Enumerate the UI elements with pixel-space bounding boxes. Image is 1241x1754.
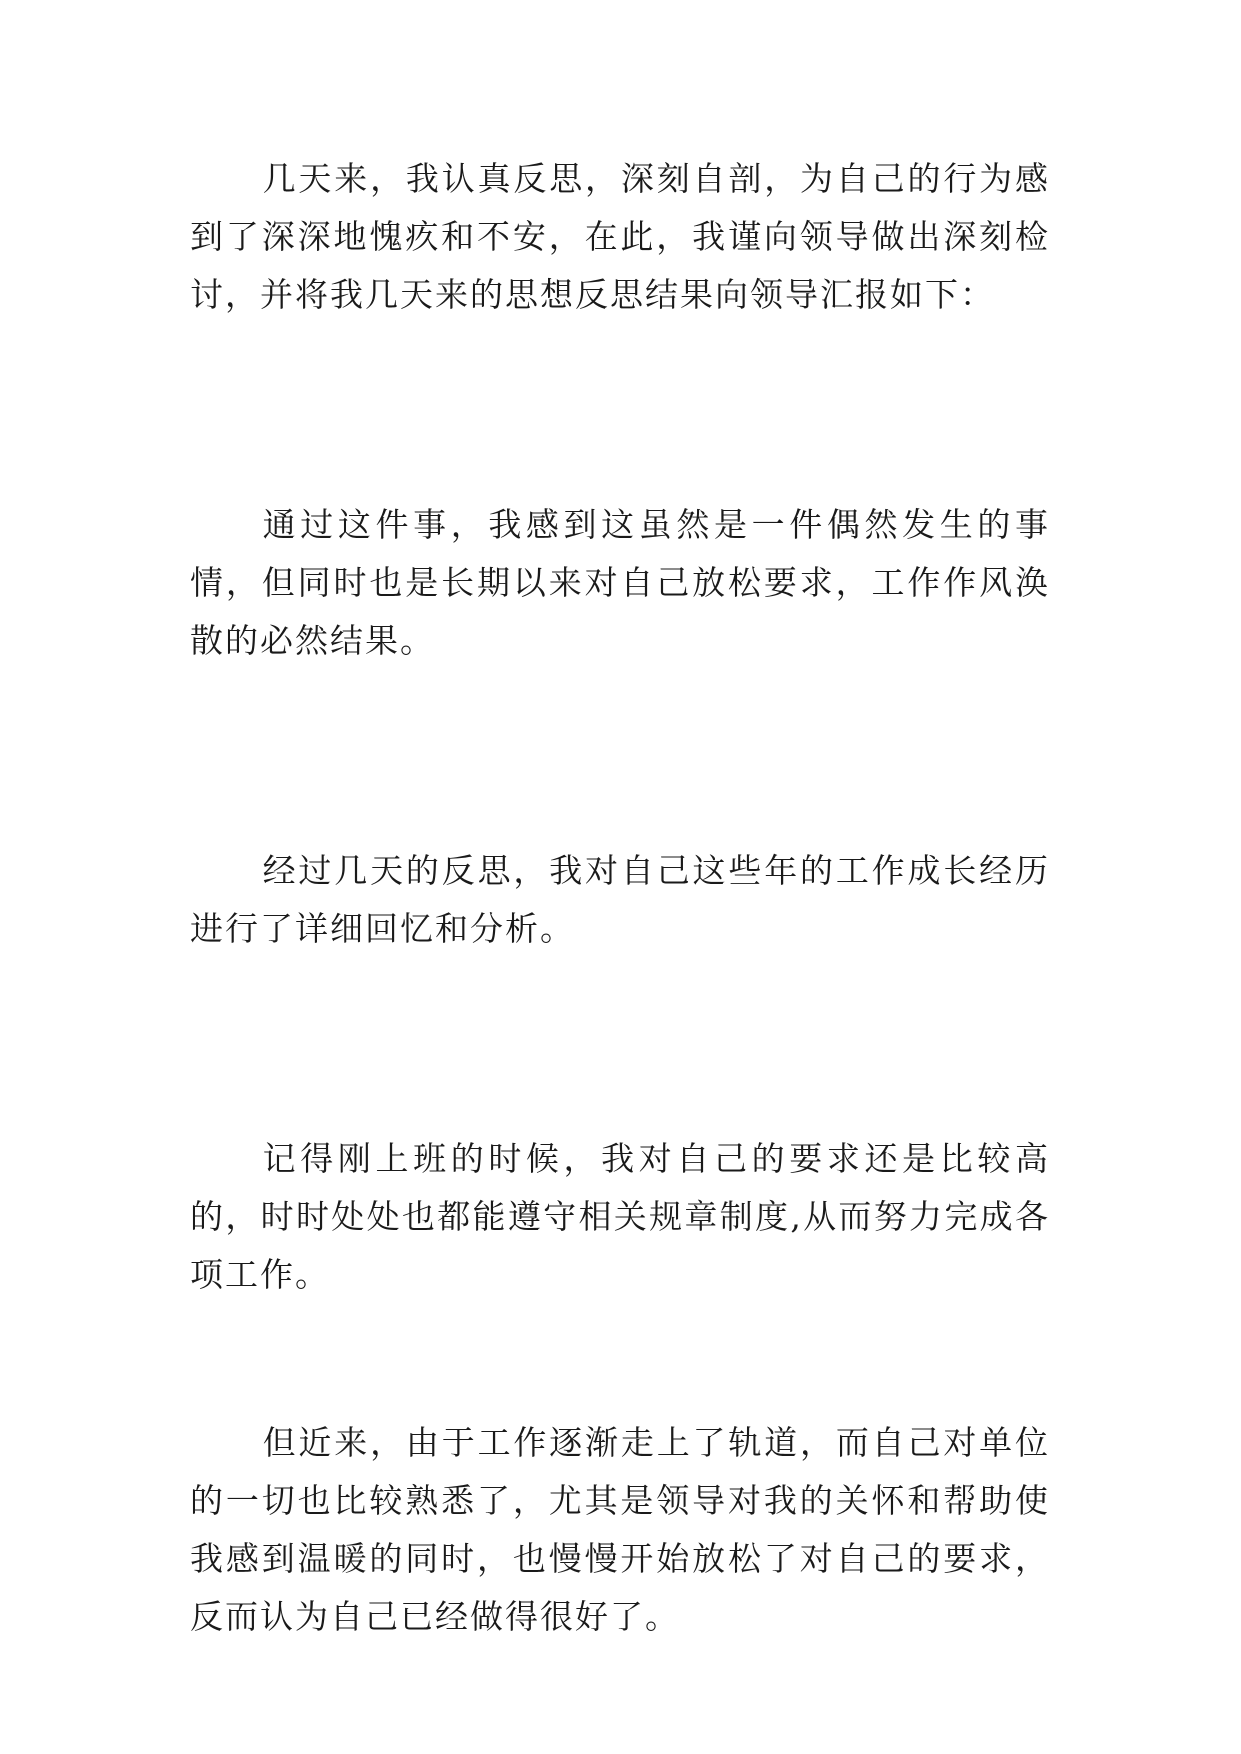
document-body (190, 150, 1050, 1646)
paragraph-5: 但近来，由于工作逐渐走上了轨道，而自己对单位的一切也比较熟悉了，尤其是领导对我的关怀和帮助使我感到温暖的同时，也慢慢开始放松了对自己的要求，反而认为自己已经做得很好了。 (190, 1423, 1050, 1636)
paragraph-4: 记得刚上班的时候，我对自己的要求还是比较高的，时时处处也都能遵守相关规章制度,从而努力完成各项工作。 (190, 1139, 1050, 1294)
paragraph-3: 经过几天的反思，我对自己这些年的工作成长经历进行了详细回忆和分析。 (190, 851, 1050, 948)
paragraph-2: 通过这件事，我感到这虽然是一件偶然发生的事情，但同时也是长期以来对自己放松要求，工作作风涣散的必然结果。 (190, 505, 1050, 660)
paragraph-1: 几天来，我认真反思，深刻自剖，为自己的行为感到了深深地愧疚和不安，在此，我谨向领导做出深刻检讨，并将我几天来的思想反思结果向领导汇报如下： (190, 159, 1050, 314)
